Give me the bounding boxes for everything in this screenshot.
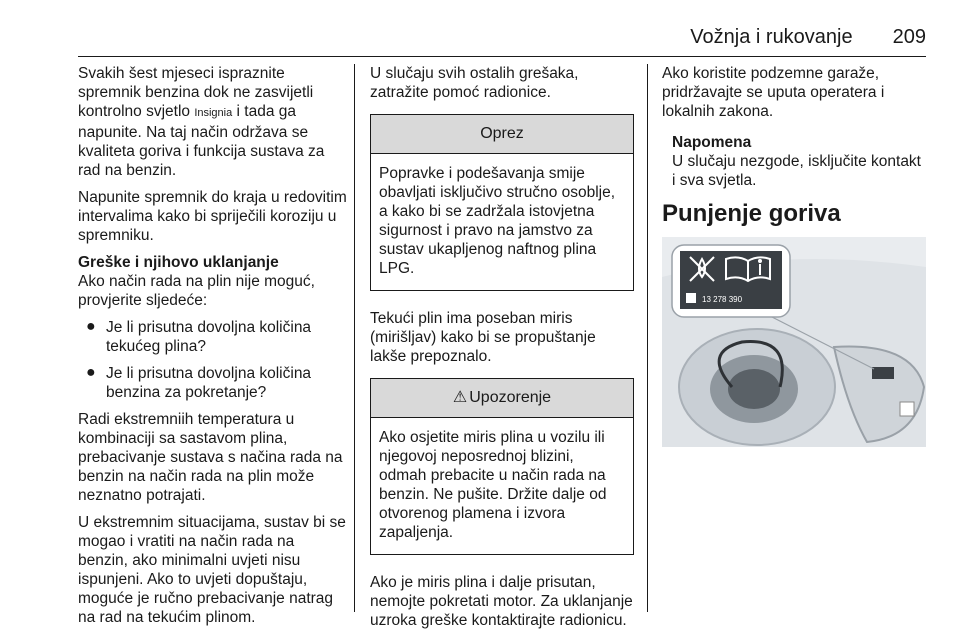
bullet-icon: ● <box>86 318 96 335</box>
paragraph: Ako način rada na plin nije moguć, provjerite sljedeće: <box>78 273 315 309</box>
column-2 <box>370 64 634 638</box>
note-body: U slučaju nezgode, isključite kontakt i sva svjetla. <box>672 153 921 189</box>
paragraph: U slučaju svih ostalih grešaka, zatražite pomoć radionice. <box>370 65 579 101</box>
page-header <box>0 26 926 49</box>
header-rule <box>78 56 926 57</box>
paragraph-text: Svakih šest mjeseci ispraznite spremnik benzina dok ne zasvijetli kontrolno svjetlo <box>78 65 314 120</box>
paragraph: Ako koristite podzemne garaže, pridržavajte se uputa operatera i lokalnih zakona. <box>662 65 885 120</box>
figure-label: 13 278 390 <box>702 295 743 304</box>
flap-label <box>900 402 914 416</box>
warning-triangle-icon: ⚠ <box>452 389 468 406</box>
paragraph: Tekući plin ima poseban miris (mirišljav) kako bi se propuštanje lakše prepoznalo. <box>370 310 596 365</box>
fuel-flap-illustration <box>662 237 926 447</box>
page-number: 209 <box>892 26 926 48</box>
paragraph: U ekstremnim situacijama, sustav bi se mogao i vratiti na način rada na benzin, ako minimalni uvjeti nisu ispunjeni. Ako to uvjeti dopuštaju, moguće je ručno prebacivanje natrag na rad na tekućim plinom. <box>78 514 346 626</box>
paragraph <box>78 64 348 180</box>
column-divider <box>354 64 355 612</box>
caution-body: Popravke i podešavanja smije obavljati isključivo stručno osoblje, a kako bi se zadržala istovjetna sigurnost i pravo na jamstvo za sustav ukapljenog naftnog plina LPG. <box>379 165 616 277</box>
list-item <box>78 318 348 356</box>
list-item <box>78 364 348 402</box>
column-divider <box>647 64 648 612</box>
barcode-square-icon <box>686 293 696 303</box>
flap-sticker <box>872 367 894 379</box>
list-item-text: Je li prisutna dovoljna količina tekućeg plina? <box>106 319 312 355</box>
bullet-list <box>78 318 348 402</box>
column-1 <box>78 64 348 635</box>
warning-body: Ako osjetite miris plina u vozilu ili njegovoj neposrednoj blizini, odmah prebacite u način rada na benzin. Ne pušite. Držite dalje od otvorenog plamena i izvora zapaljenja. <box>379 429 607 541</box>
warning-header <box>371 379 633 418</box>
warning-box <box>370 378 634 555</box>
filler-cap <box>728 369 780 409</box>
paragraph: Radi ekstremniih temperatura u kombinaciji sa sastavom plina, prebacivanje sustava s načina rada na benzin na način rada na plin može neznatno potrajati. <box>78 411 343 504</box>
caution-title: Oprez <box>371 115 633 154</box>
paragraph: Ako je miris plina i dalje prisutan, nemojte pokretati motor. Za uklanjanje uzroka greške kontaktirajte radionicu. <box>370 574 633 629</box>
note-title: Napomena <box>672 134 752 151</box>
caution-box <box>370 114 634 291</box>
paragraph-text: i tada ga napunite. Na taj način održava se kvaliteta goriva i funkcija sustava za rad na benzin. <box>78 103 325 179</box>
list-item-text: Je li prisutna dovoljna količina benzina za pokretanje? <box>106 365 312 401</box>
warning-title: Upozorenje <box>469 389 552 406</box>
note <box>662 133 926 190</box>
section-title: Vožnja i rukovanje <box>690 26 853 48</box>
section-heading: Greške i njihovo uklanjanje <box>78 254 279 271</box>
paragraph: Napunite spremnik do kraja u redovitim intervalima kako bi spriječili koroziju u spremniku. <box>78 189 347 244</box>
section-heading: Punjenje goriva <box>662 200 841 227</box>
column-3 <box>662 64 926 452</box>
insignia-symbol-label: Insignia <box>194 107 233 119</box>
bullet-icon: ● <box>86 364 96 381</box>
